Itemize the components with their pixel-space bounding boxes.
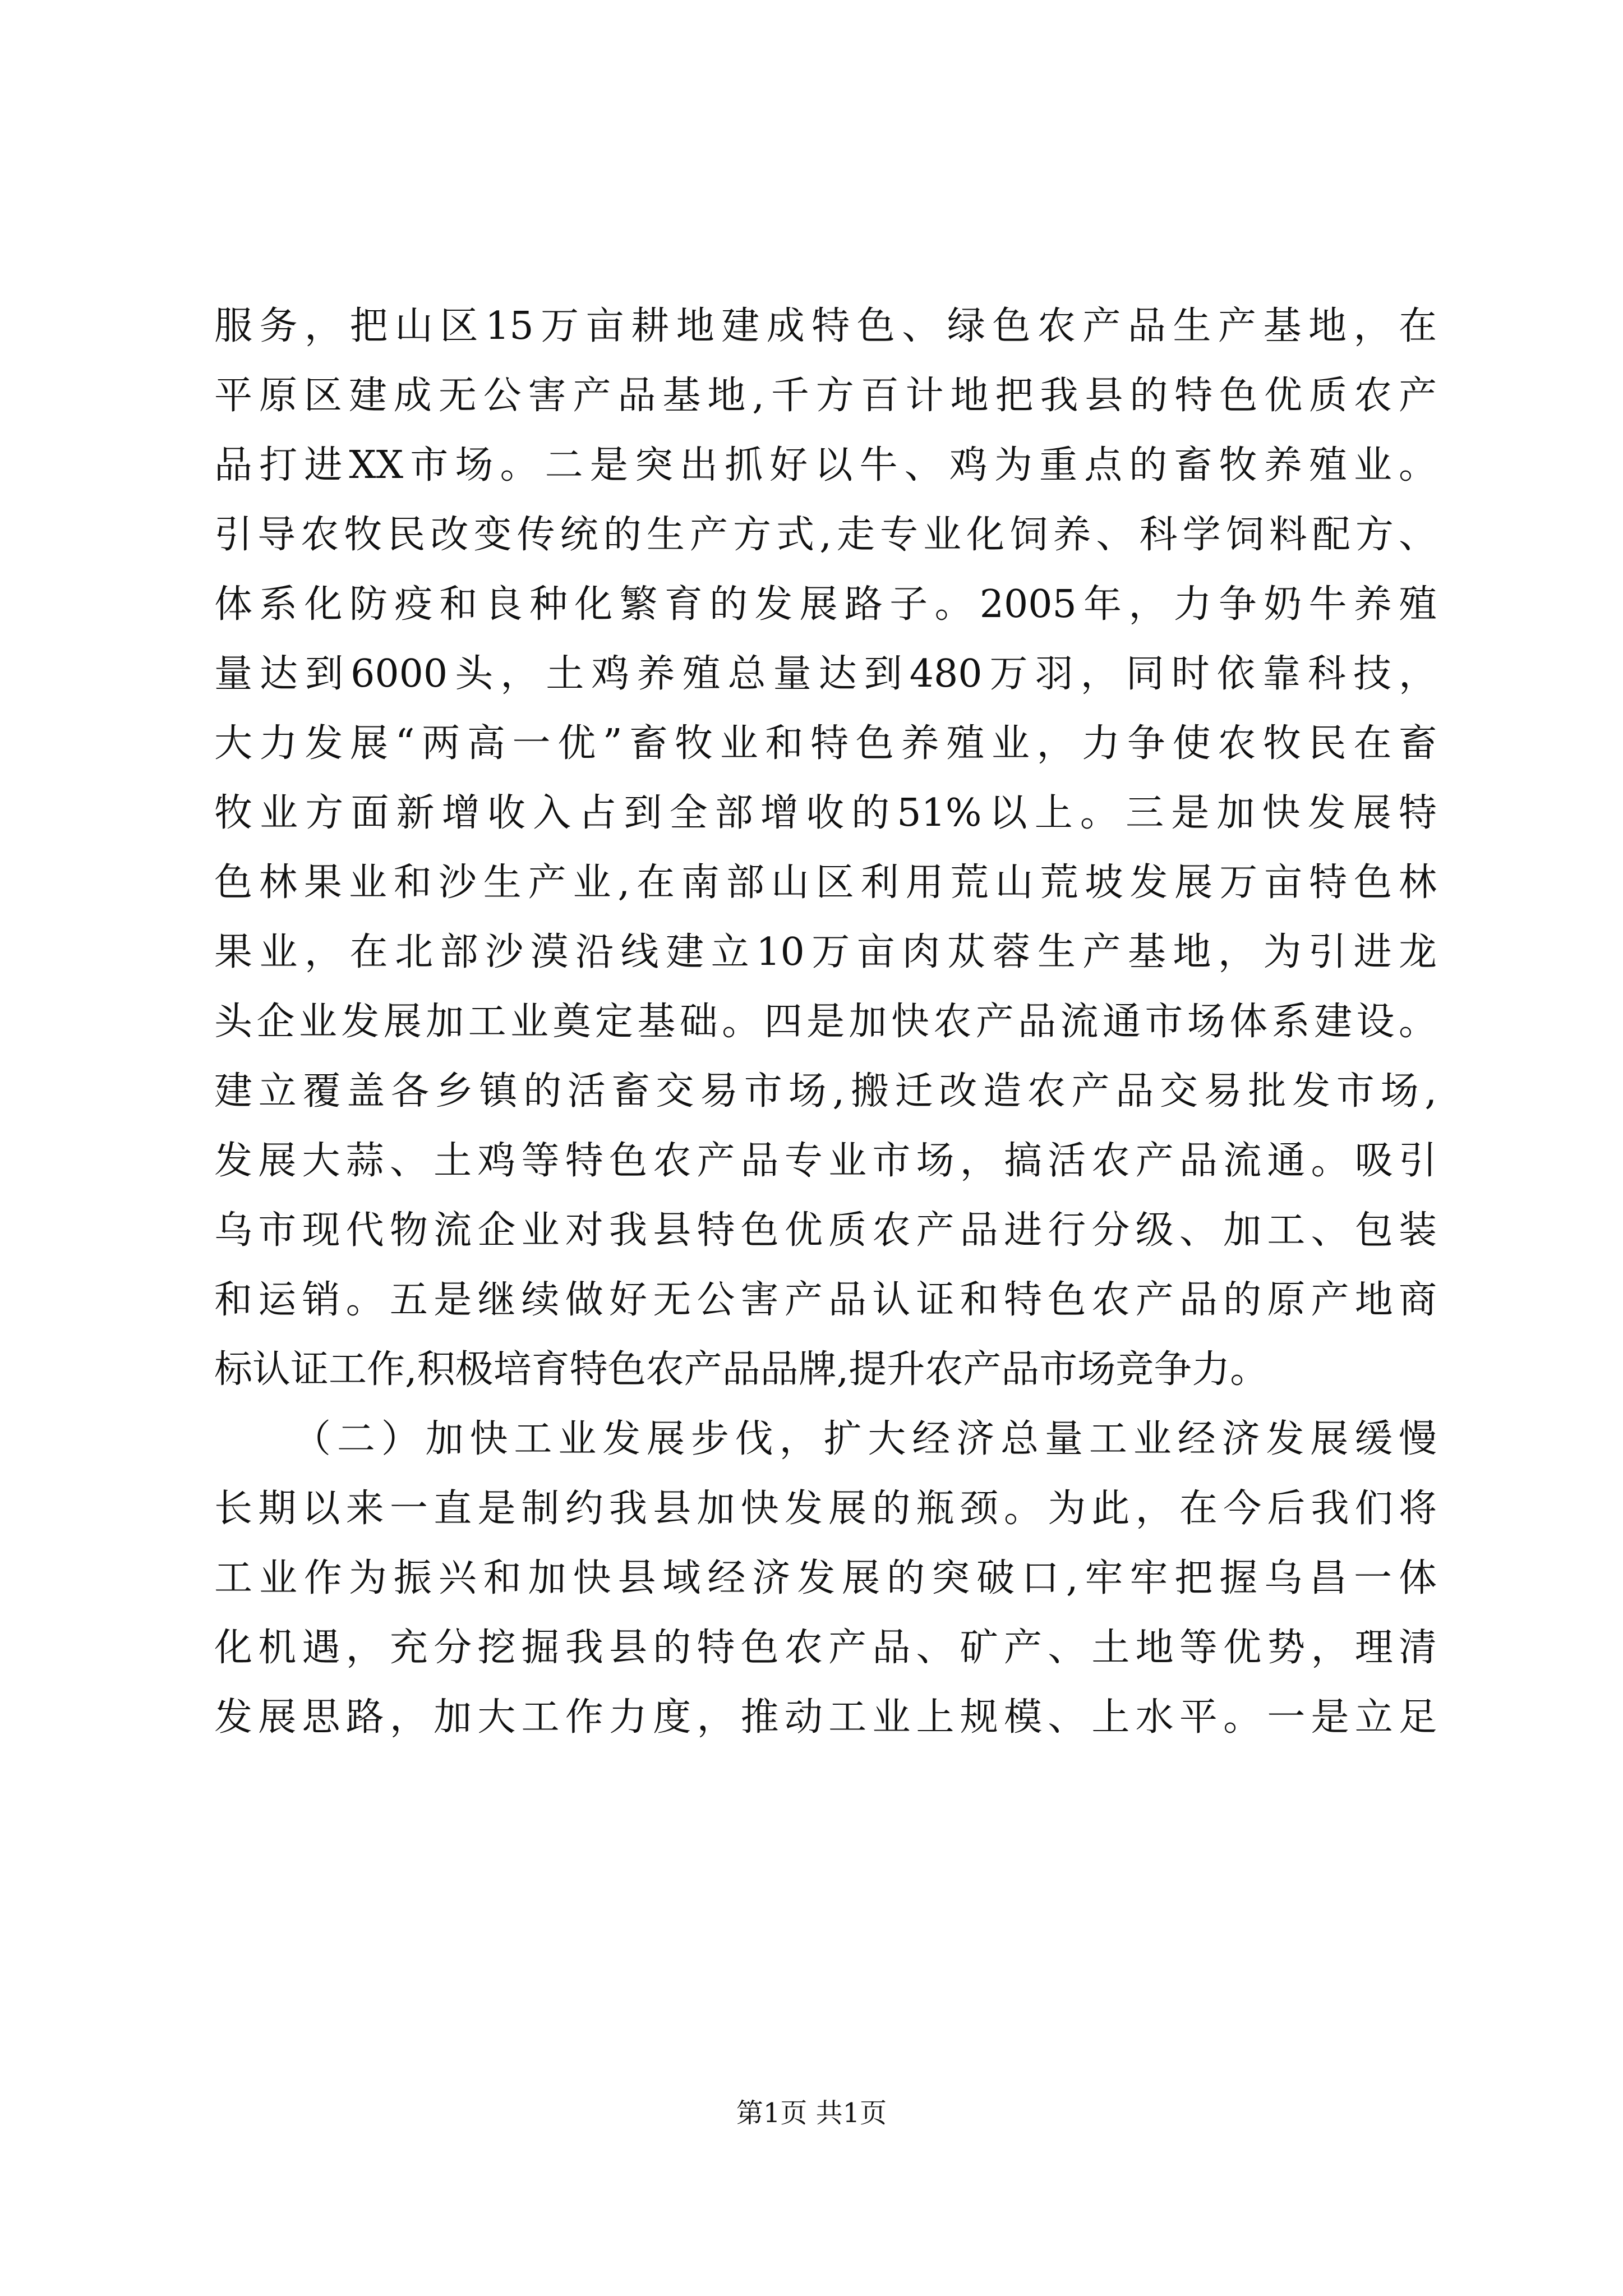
text-line: 长期以来一直是制约我县加快发展的瓶颈。为此，在今后我们将 — [214, 1487, 1437, 1531]
text-line: 化机遇，充分挖掘我县的特色农产品、矿产、土地等优势，理清 — [214, 1626, 1437, 1670]
text-line: 建立覆盖各乡镇的活畜交易市场,搬迁改造农产品交易批发市场, — [214, 1069, 1437, 1114]
section-heading-line: （二）加快工业发展步伐，扩大经济总量工业经济发展缓慢 — [293, 1417, 1437, 1461]
text-line: 量达到6000头，土鸡养殖总量达到480万羽，同时依靠科技， — [214, 652, 1437, 696]
text-line: 标认证工作,积极培育特色农产品品牌,提升农产品市场竞争力。 — [214, 1347, 1269, 1392]
text-line: 发展大蒜、土鸡等特色农产品专业市场，搞活农产品流通。吸引 — [214, 1139, 1437, 1183]
text-line: 平原区建成无公害产品基地,千方百计地把我县的特色优质农产 — [214, 374, 1437, 418]
text-line: 色林果业和沙生产业,在南部山区利用荒山荒坡发展万亩特色林 — [214, 861, 1437, 905]
text-line: 大力发展“两高一优”畜牧业和特色养殖业，力争使农牧民在畜 — [214, 721, 1437, 766]
page-number-label: 第1页 共1页 — [736, 2097, 887, 2129]
text-line: 引导农牧民改变传统的生产方式,走专业化饲养、科学饲料配方、 — [214, 513, 1437, 557]
text-line: 发展思路，加大工作力度，推动工业上规模、上水平。一是立足 — [214, 1695, 1437, 1740]
text-line: 体系化防疫和良种化繁育的发展路子。2005年，力争奶牛养殖 — [214, 582, 1437, 627]
text-line: 服务，把山区15万亩耕地建成特色、绿色农产品生产基地，在 — [214, 304, 1437, 348]
text-line: 头企业发展加工业奠定基础。四是加快农产品流通市场体系建设。 — [214, 1000, 1437, 1044]
text-line: 牧业方面新增收入占到全部增收的51%以上。三是加快发展特 — [214, 791, 1437, 835]
page-footer — [0, 2095, 1623, 2131]
text-line: 果业，在北部沙漠沿线建立10万亩肉苁蓉生产基地，为引进龙 — [214, 930, 1437, 974]
text-line: 品打进XX市场。二是突出抓好以牛、鸡为重点的畜牧养殖业。 — [214, 443, 1437, 487]
body-text — [214, 292, 1437, 1752]
text-line: 和运销。五是继续做好无公害产品认证和特色农产品的原产地商 — [214, 1278, 1437, 1322]
text-line: 乌市现代物流企业对我县特色优质农产品进行分级、加工、包装 — [214, 1208, 1437, 1253]
text-line: 工业作为振兴和加快县域经济发展的突破口,牢牢把握乌昌一体 — [214, 1556, 1437, 1600]
